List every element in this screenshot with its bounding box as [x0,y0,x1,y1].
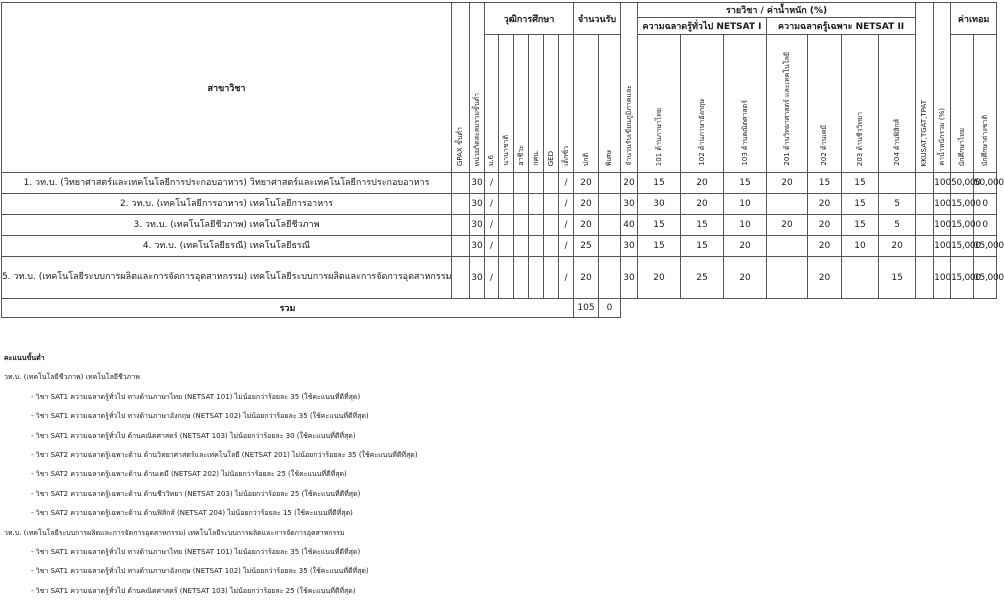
kkusat-cell [916,215,934,236]
fee-international-cell: 15,000 [974,236,997,257]
qual-m6-cell: / [485,215,499,236]
netsat-102-cell: 15 [681,236,724,257]
seats-special-header: พิเศษ [599,35,621,173]
qual-ged-header: GED [544,35,559,173]
notes-requirement: - วิชา SAT1 ความฉลาดรู้ทั่วไป ทางด้านภาษาไทย (NETSAT 101) ไม่น้อยกว่าร้อยละ 35 (ใช้คะแนนที่ดีที่สุด) [31,392,361,401]
netsat-202-cell: 20 [808,236,842,257]
netsat-203-cell [842,257,879,299]
seats-special-cell [599,215,621,236]
qual-ged-cell [544,215,559,236]
seats-normal-cell: 20 [574,215,599,236]
minimum-score-notes [4,349,994,601]
qual-vocational-cell [514,236,529,257]
fee-international-cell: 0 [974,194,997,215]
table-row [2,194,997,215]
netsat-102-cell: 25 [681,257,724,299]
qual-m6-cell: / [485,236,499,257]
fee-thai-header: นักศึกษาไทย [951,35,974,173]
fee-thai-cell: 15,000 [951,194,974,215]
notes-program-heading: วท.บ. (เทคโนโลยีชีวภาพ) เทคโนโลยีชีวภาพ [4,373,140,382]
regional-seats-cell: 30 [621,194,638,215]
subjects-header: รายวิชา / ค่าน้ำหนัก (%) [638,3,916,18]
qual-vocational-cell [514,215,529,236]
qual-m6-cell: / [485,194,499,215]
qual-international-cell [499,194,514,215]
weight-total-cell: 100 [934,173,951,194]
seats-header: จำนวนรับ [574,3,621,35]
qual-transfer-cell: / [559,257,574,299]
admission-table [1,2,1004,318]
gpax-cell [452,236,470,257]
program-name: 3. วท.บ. (เทคโนโลยีชีวภาพ) เทคโนโลยีชีวภาพ [2,215,452,236]
kkusat-cell [916,173,934,194]
notes-requirement: - วิชา SAT1 ความฉลาดรู้ทั่วไป ด้านคณิตศาสตร์ (NETSAT 103) ไม่น้อยกว่าร้อยละ 25 (ใช้คะแนนที่ดีที่สุด) [31,586,356,595]
header-row-1 [2,3,997,18]
qual-transfer-cell: / [559,236,574,257]
netsat2-header: ความฉลาดรู้เฉพาะ NETSAT II [767,18,916,35]
qual-vocational-cell [514,194,529,215]
qual-m6-header: ม.6 [485,35,499,173]
regional-seats-cell: 40 [621,215,638,236]
qual-international-cell [499,215,514,236]
regional-seats-cell: 20 [621,173,638,194]
qual-nfe-header: กศน. [529,35,544,173]
netsat-204-cell: 5 [879,215,916,236]
seats-normal-cell: 20 [574,257,599,299]
netsat-103-cell: 20 [724,236,767,257]
program-header: สาขาวิชา [2,3,452,173]
notes-requirement: - วิชา SAT2 ความฉลาดรู้เฉพาะด้าน ด้านชีววิทยา (NETSAT 203) ไม่น้อยกว่าร้อยละ 25 (ใช้คะแนนที่ดีที่สุด) [31,489,361,498]
credits-cell: 30 [470,215,485,236]
netsat-103-cell: 10 [724,215,767,236]
netsat-103-header: 103 ด้านคณิตศาสตร์ [724,35,767,173]
table-row [2,215,997,236]
credits-cell: 30 [470,173,485,194]
kkusat-cell [916,194,934,215]
total-label: รวม [2,299,574,318]
gpax-header: GPAX ขั้นต่ำ [452,3,470,173]
fee-international-cell: 50,000 [974,173,997,194]
seats-special-cell [599,257,621,299]
netsat-101-cell: 15 [638,173,681,194]
regional-seats-cell: 30 [621,257,638,299]
notes-requirement: - วิชา SAT1 ความฉลาดรู้ทั่วไป ทางด้านภาษาอังกฤษ (NETSAT 102) ไม่น้อยกว่าร้อยละ 35 (ใช้คะแนนที่ดีที่สุด) [31,567,369,576]
weight-total-cell: 100 [934,257,951,299]
total-normal: 105 [574,299,599,318]
regional-seats-cell: 30 [621,236,638,257]
netsat-103-cell: 10 [724,194,767,215]
notes-requirement: - วิชา SAT2 ความฉลาดรู้เฉพาะด้าน ด้านเคมี (NETSAT 202) ไม่น้อยกว่าร้อยละ 25 (ใช้คะแนนที่ดีที่สุด) [31,470,347,479]
fee-international-cell: 0 [974,215,997,236]
qual-international-cell [499,236,514,257]
qual-nfe-cell [529,236,544,257]
total-special: 0 [599,299,621,318]
seats-special-cell [599,194,621,215]
fee-thai-cell: 50,000 [951,173,974,194]
fee-international-header: นักศึกษาต่างชาติ [974,35,997,173]
program-name: 4. วท.บ. (เทคโนโลยีธรณี) เทคโนโลยีธรณี [2,236,452,257]
notes-requirement: - วิชา SAT1 ความฉลาดรู้ทั่วไป ด้านคณิตศาสตร์ (NETSAT 103) ไม่น้อยกว่าร้อยละ 30 (ใช้คะแนนที่ดีที่สุด) [31,431,356,440]
fee-thai-cell: 15,000 [951,257,974,299]
qual-vocational-cell [514,173,529,194]
netsat-103-cell: 15 [724,173,767,194]
qual-ged-cell [544,257,559,299]
netsat-101-cell: 20 [638,257,681,299]
program-name: 2. วท.บ. (เทคโนโลยีการอาหาร) เทคโนโลยีการอาหาร [2,194,452,215]
weight-total-header: ค่าน้ำหนักรวม (%) [934,3,951,173]
total-row [2,299,997,318]
kkusat-cell [916,257,934,299]
seats-normal-cell: 20 [574,194,599,215]
netsat-101-cell: 15 [638,236,681,257]
notes-program-heading: วท.บ. (เทคโนโลยีระบบการผลิตและการจัดการอุตสาหกรรม) เทคโนโลยีระบบการผลิตและการจัดการอุตสาหกรรม [4,528,345,537]
qual-transfer-cell: / [559,215,574,236]
netsat-201-cell [767,236,808,257]
netsat-101-cell: 30 [638,194,681,215]
seats-special-cell [599,173,621,194]
netsat-202-cell: 15 [808,173,842,194]
notes-requirement: - วิชา SAT2 ความฉลาดรู้เฉพาะด้าน ด้านวิทยาศาสตร์และเทคโนโลยี (NETSAT 201) ไม่น้อยกว่าร้อยละ 35 (ใช้คะแนนที่ดีที่สุด) [31,451,418,460]
qual-m6-cell: / [485,257,499,299]
notes-requirement: - วิชา SAT1 ความฉลาดรู้ทั่วไป ทางด้านภาษาไทย (NETSAT 101) ไม่น้อยกว่าร้อยละ 35 (ใช้คะแนนที่ดีที่สุด) [31,548,361,557]
program-name: 5. วท.บ. (เทคโนโลยีระบบการผลิตและการจัดการอุตสาหกรรม) เทคโนโลยีระบบการผลิตและการจัดการอุตสาหกรรม [2,257,452,299]
gpax-cell [452,194,470,215]
netsat-204-cell: 15 [879,257,916,299]
qual-nfe-cell [529,173,544,194]
kkusat-header: KKUSAT,TGAT,TPAT [916,3,934,173]
netsat-201-cell: 20 [767,215,808,236]
qual-transfer-header: เด็กซิ่ว [559,35,574,173]
netsat1-header: ความฉลาดรู้ทั่วไป NETSAT I [638,18,767,35]
credits-cell: 30 [470,194,485,215]
qual-international-cell [499,173,514,194]
qual-vocational-cell [514,257,529,299]
qual-nfe-cell [529,257,544,299]
netsat-101-cell: 15 [638,215,681,236]
qual-m6-cell: / [485,173,499,194]
credits-header: หน่วยกิตสะสมรวมขั้นต่ำ [470,3,485,173]
table-row [2,236,997,257]
weight-total-cell: 100 [934,236,951,257]
seats-normal-cell: 25 [574,236,599,257]
qual-transfer-cell: / [559,194,574,215]
fee-header: ค่าเทอม [951,3,997,35]
table-row [2,173,997,194]
netsat-203-header: 203 ด้านชีววิทยา [842,35,879,173]
program-name: 1. วท.บ. (วิทยาศาสตร์และเทคโนโลยีการประกอบอาหาร) วิทยาศาสตร์และเทคโนโลยีการประกอบอาหาร [2,173,452,194]
netsat-204-cell [879,173,916,194]
seats-special-cell [599,236,621,257]
qual-nfe-cell [529,194,544,215]
weight-total-cell: 100 [934,194,951,215]
qual-international-cell [499,257,514,299]
netsat-202-cell: 20 [808,194,842,215]
weight-total-cell: 100 [934,215,951,236]
seats-normal-header: ปกติ [574,35,599,173]
fee-thai-cell: 15,000 [951,215,974,236]
qual-ged-cell [544,236,559,257]
gpax-cell [452,257,470,299]
notes-requirement: - วิชา SAT2 ความฉลาดรู้เฉพาะด้าน ด้านฟิสิกส์ (NETSAT 204) ไม่น้อยกว่าร้อยละ 15 (ใช้คะแนนที่ดีที่สุด) [31,509,353,518]
netsat-203-cell: 10 [842,236,879,257]
seats-normal-cell: 20 [574,173,599,194]
netsat-201-cell [767,257,808,299]
qual-vocational-header: อาชีวะ [514,35,529,173]
qual-ged-cell [544,194,559,215]
netsat-203-cell: 15 [842,215,879,236]
netsat-203-cell: 15 [842,194,879,215]
netsat-201-cell: 20 [767,173,808,194]
netsat-204-cell: 5 [879,194,916,215]
netsat-202-cell: 20 [808,215,842,236]
netsat-101-header: 101 ด้านภาษาไทย [638,35,681,173]
netsat-201-header: 201 ด้านวิทยาศาสตร์ และเทคโนโลยี [767,35,808,173]
netsat-203-cell: 15 [842,173,879,194]
qualification-header: วุฒิการศึกษา [485,3,574,35]
table-row [2,257,997,299]
gpax-cell [452,173,470,194]
credits-cell: 30 [470,257,485,299]
netsat-103-cell: 20 [724,257,767,299]
netsat-202-header: 202 ด้านเคมี [808,35,842,173]
netsat-202-cell: 20 [808,257,842,299]
credits-cell: 30 [470,236,485,257]
fee-international-cell: 15,000 [974,257,997,299]
netsat-204-header: 204 ด้านฟิสิกส์ [879,35,916,173]
netsat-102-cell: 15 [681,215,724,236]
netsat-204-cell: 20 [879,236,916,257]
qual-transfer-cell: / [559,173,574,194]
kkusat-cell [916,236,934,257]
fee-thai-cell: 15,000 [951,236,974,257]
gpax-cell [452,215,470,236]
netsat-201-cell [767,194,808,215]
netsat-102-cell: 20 [681,194,724,215]
qual-nfe-cell [529,215,544,236]
total-row-blank [621,299,997,318]
notes-title: คะแนนขั้นต่ำ [4,354,45,362]
qual-ged-cell [544,173,559,194]
notes-requirement: - วิชา SAT1 ความฉลาดรู้ทั่วไป ทางด้านภาษาอังกฤษ (NETSAT 102) ไม่น้อยกว่าร้อยละ 35 (ใช้คะแนนที่ดีที่สุด) [31,412,369,421]
qual-international-header: นานาชาติ [499,35,514,173]
regional-seats-header: จำนวนรับเขียนภูมิภาคและ [621,3,638,173]
netsat-102-header: 102 ด้านภาษาอังกฤษ [681,35,724,173]
netsat-102-cell: 20 [681,173,724,194]
